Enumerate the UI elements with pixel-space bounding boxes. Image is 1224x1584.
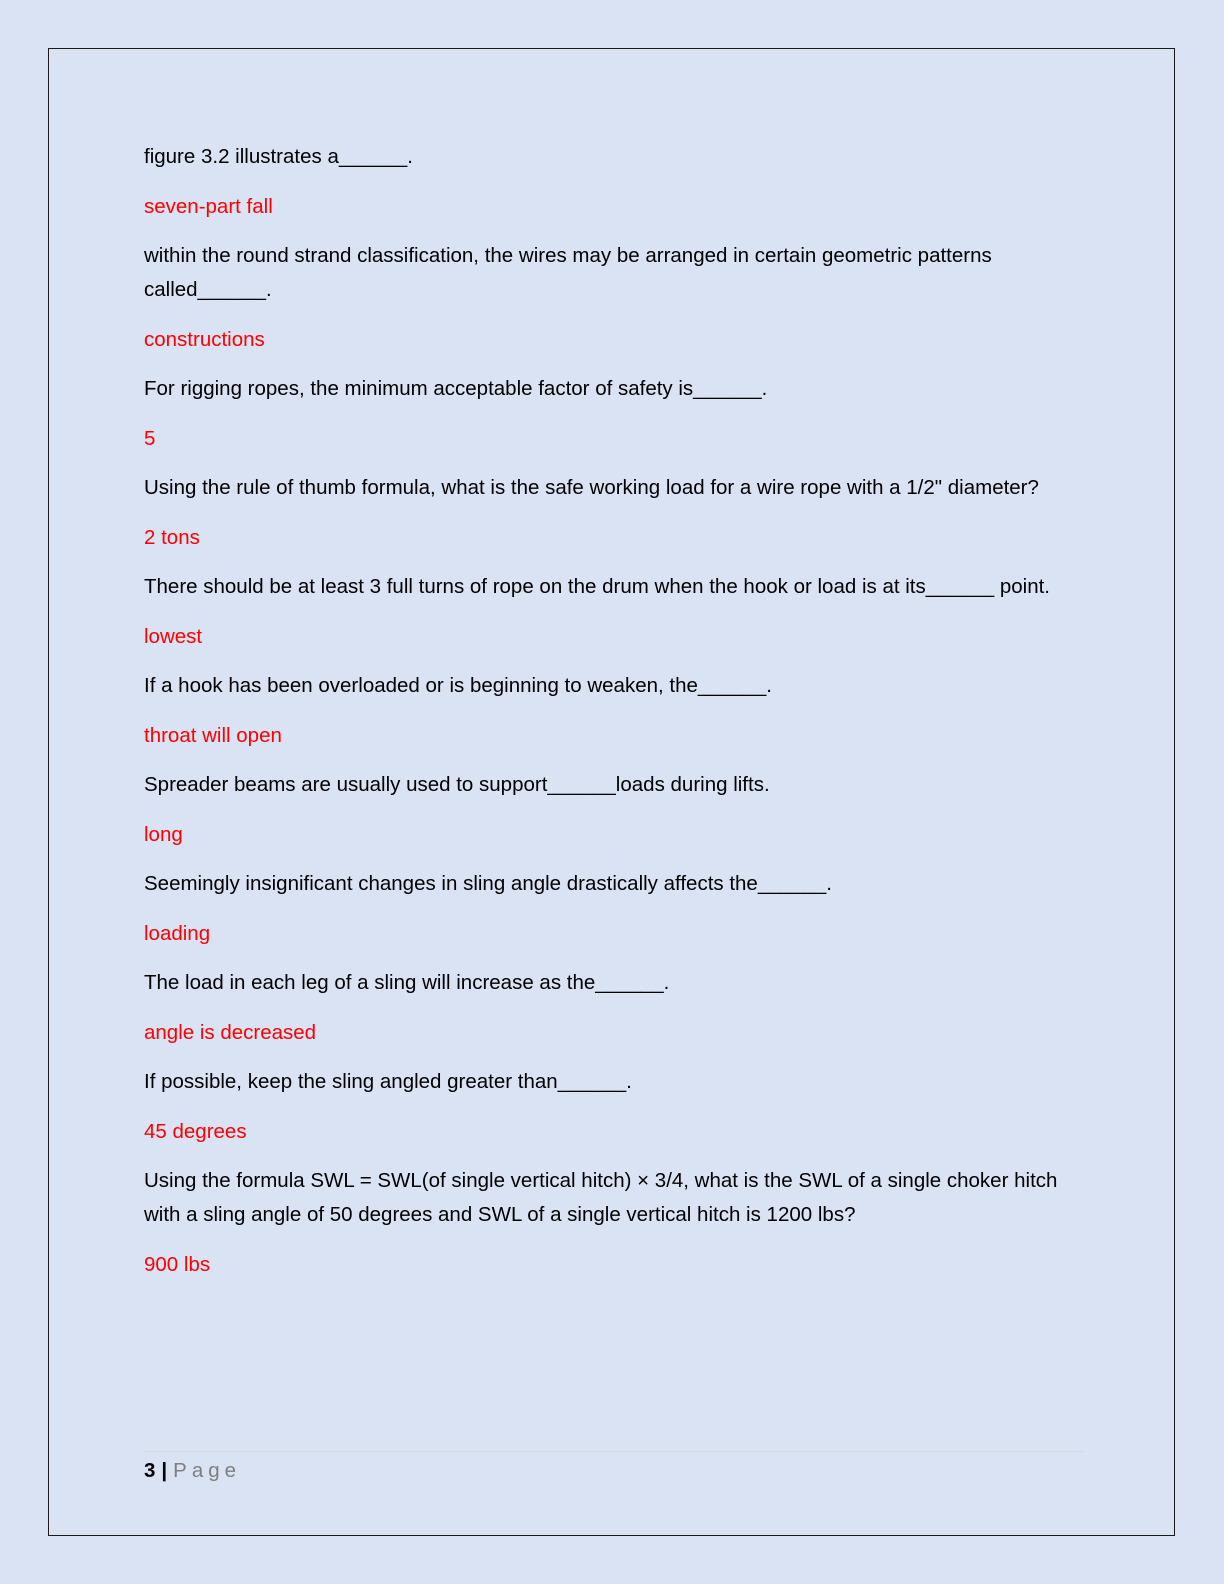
answer-text: lowest: [144, 625, 203, 648]
answer-text: 900 lbs: [144, 1253, 211, 1276]
question-text: figure 3.2 illustrates a______.: [144, 145, 413, 168]
question-text: If possible, keep the sling angled greater than______.: [144, 1070, 632, 1093]
answer-text: seven-part fall: [144, 195, 273, 218]
question-text: There should be at least 3 full turns of rope on the drum when the hook or load is at its______ point.: [144, 575, 1050, 598]
answer-text: throat will open: [144, 724, 282, 747]
question-text: within the round strand classification, the wires may be arranged in certain geometric patterns called______.: [144, 244, 992, 301]
page-number: 3: [144, 1459, 156, 1482]
answer-text: loading: [144, 922, 211, 945]
page-footer: [144, 1457, 241, 1485]
question-text: If a hook has been overloaded or is beginning to weaken, the______.: [144, 674, 772, 697]
footer-separator: |: [161, 1459, 168, 1482]
question-text: Using the formula SWL = SWL(of single vertical hitch) × 3/4, what is the SWL of a single choker hitch with a sling angle of 50 degrees and SWL of a single vertical hitch is 1200 lbs?: [144, 1169, 1058, 1226]
answer-text: long: [144, 823, 183, 846]
answer-text: 2 tons: [144, 526, 200, 549]
footer-divider: [144, 1451, 1084, 1452]
question-text: Seemingly insignificant changes in sling angle drastically affects the______.: [144, 872, 832, 895]
answer-text: 45 degrees: [144, 1120, 247, 1143]
question-text: For rigging ropes, the minimum acceptable factor of safety is______.: [144, 377, 768, 400]
question-text: Spreader beams are usually used to support______loads during lifts.: [144, 773, 770, 796]
answer-text: constructions: [144, 328, 265, 351]
question-text: Using the rule of thumb formula, what is the safe working load for a wire rope with a 1/2" diameter?: [144, 476, 1039, 499]
document-body: [144, 140, 1084, 1297]
page-label: Page: [173, 1459, 242, 1482]
answer-text: 5: [144, 427, 156, 450]
answer-text: angle is decreased: [144, 1021, 317, 1044]
question-text: The load in each leg of a sling will increase as the______.: [144, 971, 670, 994]
